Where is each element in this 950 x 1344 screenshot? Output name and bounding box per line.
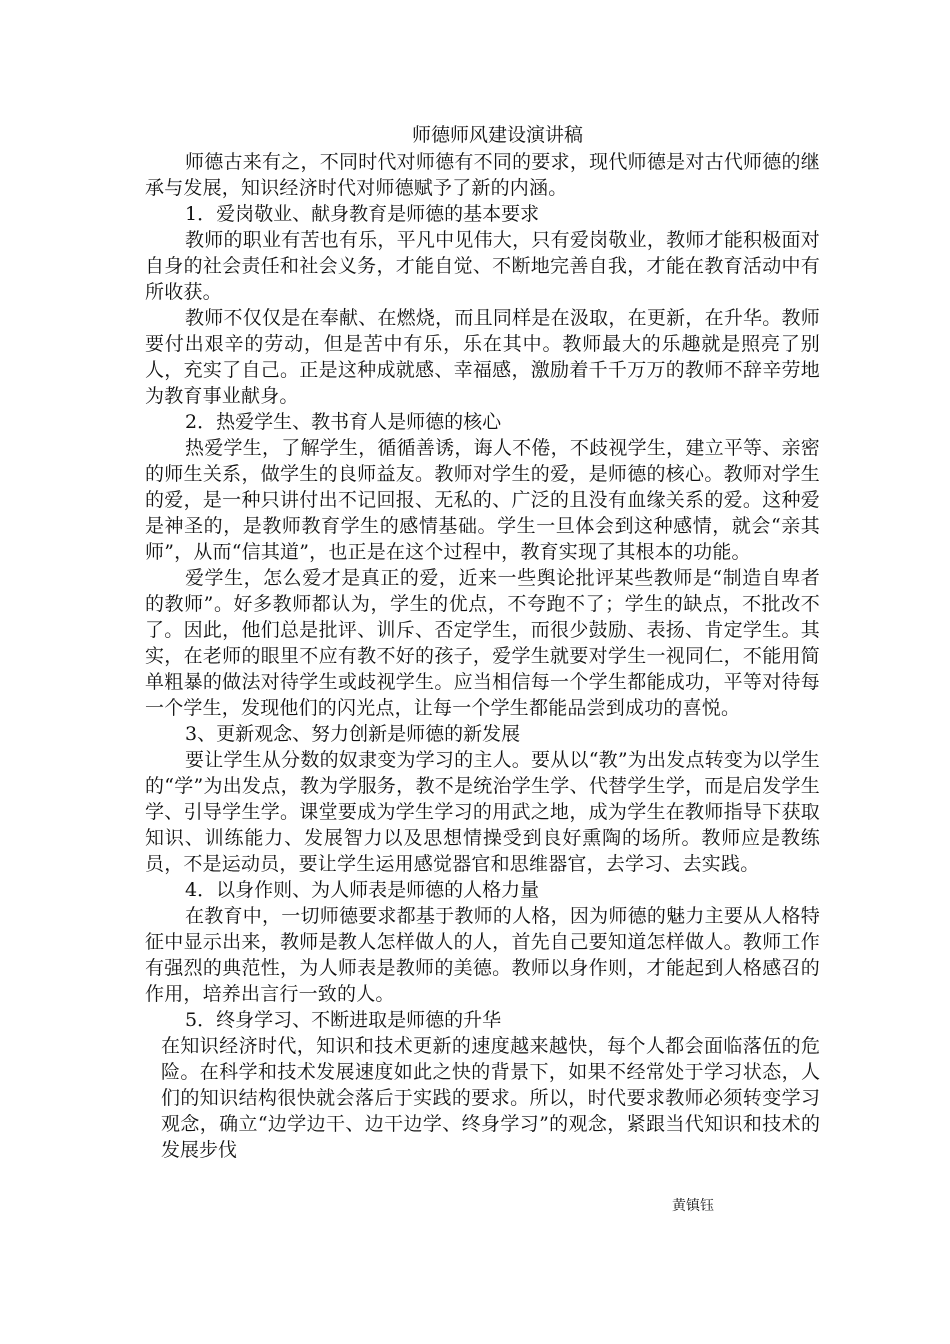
section-1-paragraph-1: 教师的职业有苦也有乐，平凡中见伟大，只有爱岗敬业，教师才能积极面对自身的社会责任和社会义务，才能自觉、不断地完善自我，才能在教育活动中有所收获。	[145, 229, 820, 303]
section-2-paragraph-1: 热爱学生，了解学生，循循善诱，诲人不倦，不歧视学生，建立平等、亲密的师生关系，做学生的良师益友。教师对学生的爱，是师德的核心。教师对学生的爱，是一种只讲付出不记回报、无私的、广泛的且没有血缘关系的爱。这种爱是神圣的，是教师教育学生的感情基础。学生一旦体会到这种感情，就会“亲其师”，从而“信其道”，也正是在这个过程中，教育实现了其根本的功能。	[145, 437, 820, 563]
section-4-heading: 4．以身作则、为人师表是师德的人格力量	[185, 879, 540, 901]
section-5-paragraph-1: 在知识经济时代，知识和技术更新的速度越来越快，每个人都会面临落伍的危险。在科学和技术发展速度如此之快的背景下，如果不经常处于学习状态，人们的知识结构很快就会落后于实践的要求。所以，时代要求教师必须转变学习观念，确立“边学边干、边干边学、终身学习”的观念，紧跟当代知识和技术的发展步伐	[161, 1035, 820, 1161]
intro-paragraph: 师德古来有之，不同时代对师德有不同的要求，现代师德是对古代师德的继承与发展，知识经济时代对师德赋予了新的内涵。	[145, 151, 820, 199]
section-5-heading: 5．终身学习、不断进取是师德的升华	[185, 1009, 502, 1031]
section-4-paragraph-1: 在教育中，一切师德要求都基于教师的人格，因为师德的魅力主要从人格特征中显示出来，教师是教人怎样做人的人，首先自己要知道怎样做人。教师工作有强烈的典范性，为人师表是教师的美德。教师以身作则，才能起到人格感召的作用，培养出言行一致的人。	[145, 905, 820, 1005]
document-title: 师德师风建设演讲稿	[411, 124, 583, 146]
section-3-heading: 3、更新观念、努力创新是师德的新发展	[185, 723, 521, 745]
section-3-paragraph-1: 要让学生从分数的奴隶变为学习的主人。要从以“教”为出发点转变为以学生的“学”为出发点，教为学服务，教不是统治学生学、代替学生学，而是启发学生学、引导学生学。课堂要成为学生学习的用武之地，成为学生在教师指导下获取知识、训练能力、发展智力以及思想情操受到良好熏陶的场所。教师应是教练员，不是运动员，要让学生运用感觉器官和思维器官，去学习、去实践。	[145, 749, 820, 875]
section-1-paragraph-2: 教师不仅仅是在奉献、在燃烧，而且同样是在汲取，在更新，在升华。教师要付出艰辛的劳动，但是苦中有乐，乐在其中。教师最大的乐趣就是照亮了别人，充实了自己。正是这种成就感、幸福感，激励着千千万万的教师不辞辛劳地为教育事业献身。	[145, 307, 820, 407]
section-2-heading: 2．热爱学生、教书育人是师德的核心	[185, 411, 502, 433]
author-signature: 黄镇钰	[672, 1198, 714, 1214]
section-2-paragraph-2: 爱学生，怎么爱才是真正的爱，近来一些舆论批评某些教师是“制造自卑者的教师”。好多教师都认为，学生的优点，不夸跑不了；学生的缺点，不批改不了。因此，他们总是批评、训斥、否定学生，而很少鼓励、表扬、肯定学生。其实，在老师的眼里不应有教不好的孩子，爱学生就要对学生一视同仁，不能用简单粗暴的做法对待学生或歧视学生。应当相信每一个学生都能成功，平等对待每一个学生，发现他们的闪光点，让每一个学生都能品尝到成功的喜悦。	[145, 567, 820, 719]
document-body	[145, 122, 820, 1163]
section-1-heading: 1．爱岗敬业、献身教育是师德的基本要求	[185, 203, 540, 225]
